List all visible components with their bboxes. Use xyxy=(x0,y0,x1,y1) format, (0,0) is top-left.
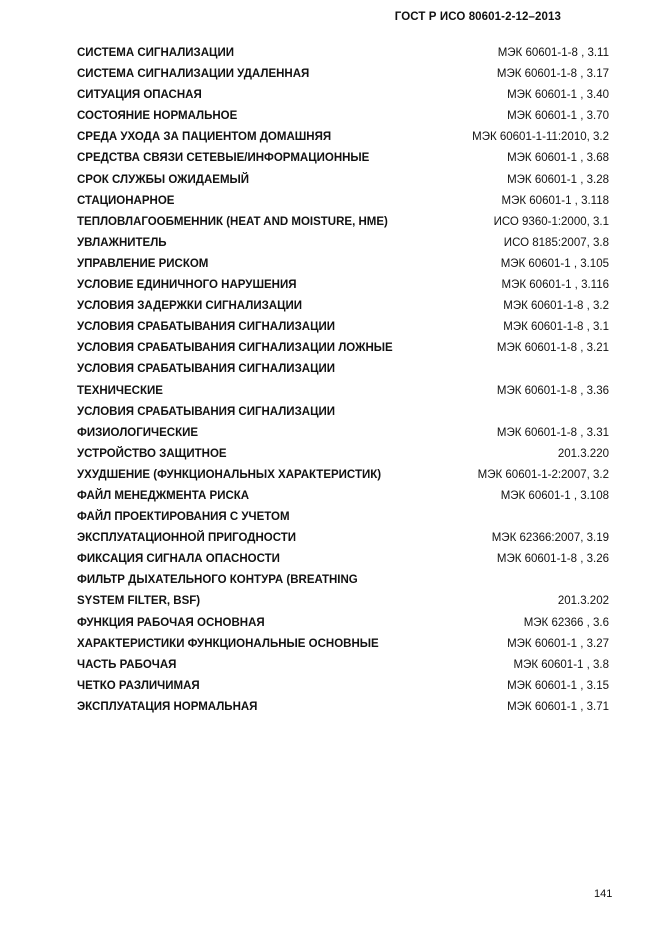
term-reference: МЭК 60601-1-8 , 3.11 xyxy=(497,47,609,59)
term-entry xyxy=(77,507,609,549)
term-reference: МЭК 60601-1-8 , 3.36 xyxy=(496,384,609,397)
term-reference: МЭК 60601-1 , 3.116 xyxy=(501,279,609,292)
term-name: ТЕПЛОВЛАГООБМЕННИК (HEAT AND MOISTURE, HME) xyxy=(77,215,388,228)
term-name: СОСТОЯНИЕ НОРМАЛЬНОЕ xyxy=(77,110,238,123)
term-reference: ИСО 9360-1:2000, 3.1 xyxy=(493,215,609,228)
term-entry xyxy=(77,634,609,655)
term-reference: МЭК 60601-1-2:2007, 3.2 xyxy=(477,468,609,481)
term-name: ФИКСАЦИЯ СИГНАЛА ОПАСНОСТИ xyxy=(77,553,280,566)
term-entry xyxy=(77,317,609,338)
term-name: УСЛОВИЕ ЕДИНИЧНОГО НАРУШЕНИЯ xyxy=(77,279,297,292)
term-name: УСТРОЙСТВО ЗАЩИТНОЕ xyxy=(77,447,227,460)
term-reference: МЭК 60601-1 , 3.108 xyxy=(500,489,609,502)
term-reference: МЭК 60601-1 , 3.27 xyxy=(507,637,609,650)
term-reference: МЭК 60601-1-8 , 3.26 xyxy=(496,553,609,566)
term-reference: МЭК 60601-1 , 3.71 xyxy=(507,700,609,713)
term-reference: МЭК 60601-1-8 , 3.2 xyxy=(503,300,609,313)
term-entry xyxy=(77,549,609,570)
term-reference: МЭК 62366:2007, 3.19 xyxy=(491,532,609,545)
term-entry xyxy=(77,106,609,127)
term-reference: МЭК 60601-1-8 , 3.17 xyxy=(496,68,609,81)
term-entry xyxy=(77,296,609,317)
term-entry xyxy=(77,191,609,212)
term-entry xyxy=(77,486,609,507)
term-entry xyxy=(77,402,609,444)
term-reference: МЭК 62366 , 3.6 xyxy=(523,616,609,629)
term-entry xyxy=(77,655,609,676)
term-entry xyxy=(77,85,609,106)
term-name: УСЛОВИЯ ЗАДЕРЖКИ СИГНАЛИЗАЦИИ xyxy=(77,300,303,313)
term-reference: МЭК 60601-1-11:2010, 3.2 xyxy=(472,131,609,144)
term-entry xyxy=(77,676,609,697)
term-reference: МЭК 60601-1 , 3.118 xyxy=(501,194,609,207)
term-name: ХАРАКТЕРИСТИКИ ФУНКЦИОНАЛЬНЫЕ ОСНОВНЫЕ xyxy=(77,637,379,650)
term-entry xyxy=(77,338,609,359)
term-entry xyxy=(77,697,609,718)
term-name: УХУДШЕНИЕ (ФУНКЦИОНАЛЬНЫХ ХАРАКТЕРИСТИК) xyxy=(77,468,382,481)
term-name: СИСТЕМА СИГНАЛИЗАЦИИ xyxy=(77,47,234,59)
term-name: УСЛОВИЯ СРАБАТЫВАНИЯ СИГНАЛИЗАЦИИ ТЕХНИЧЕСКИЕ xyxy=(77,363,336,397)
term-entry xyxy=(77,359,609,401)
document-header: ГОСТ Р ИСО 80601-2-12–2013 xyxy=(394,11,561,23)
term-entry xyxy=(77,233,609,254)
term-reference: МЭК 60601-1 , 3.40 xyxy=(507,89,609,102)
term-reference: МЭК 60601-1 , 3.70 xyxy=(507,110,609,123)
term-entry xyxy=(77,148,609,169)
term-name: СИТУАЦИЯ ОПАСНАЯ xyxy=(77,89,202,102)
term-reference: МЭК 60601-1 , 3.8 xyxy=(513,658,609,671)
term-name: УСЛОВИЯ СРАБАТЫВАНИЯ СИГНАЛИЗАЦИИ ЛОЖНЫЕ xyxy=(77,342,393,355)
term-name: СРЕДСТВА СВЯЗИ СЕТЕВЫЕ/ИНФОРМАЦИОННЫЕ xyxy=(77,152,370,165)
term-reference: 201.3.220 xyxy=(557,447,609,460)
term-entry xyxy=(77,570,609,612)
term-reference: 201.3.202 xyxy=(557,595,609,608)
term-name: СРОК СЛУЖБЫ ОЖИДАЕМЫЙ xyxy=(77,173,250,186)
term-name: ФАЙЛ ПРОЕКТИРОВАНИЯ С УЧЕТОМ ЭКСПЛУАТАЦИОННОЙ ПРИГОДНОСТИ xyxy=(77,511,297,545)
term-entry xyxy=(77,465,609,486)
term-name: УСЛОВИЯ СРАБАТЫВАНИЯ СИГНАЛИЗАЦИИ xyxy=(77,321,336,334)
term-name: ЧЕТКО РАЗЛИЧИМАЯ xyxy=(77,679,200,692)
page-number: 141 xyxy=(594,888,613,900)
term-name: СРЕДА УХОДА ЗА ПАЦИЕНТОМ ДОМАШНЯЯ xyxy=(77,131,332,144)
term-list xyxy=(77,43,609,718)
term-reference: МЭК 60601-1 , 3.15 xyxy=(507,679,609,692)
term-reference: МЭК 60601-1 , 3.105 xyxy=(500,257,609,270)
term-reference: МЭК 60601-1-8 , 3.31 xyxy=(496,426,609,439)
term-entry xyxy=(77,275,609,296)
term-name: УСЛОВИЯ СРАБАТЫВАНИЯ СИГНАЛИЗАЦИИ ФИЗИОЛОГИЧЕСКИЕ xyxy=(77,405,336,439)
term-reference: МЭК 60601-1-8 , 3.1 xyxy=(503,321,609,334)
term-name: ЧАСТЬ РАБОЧАЯ xyxy=(77,658,177,671)
term-name: ФУНКЦИЯ РАБОЧАЯ ОСНОВНАЯ xyxy=(77,616,265,629)
term-entry xyxy=(77,444,609,465)
term-entry xyxy=(77,43,609,64)
term-name: ФАЙЛ МЕНЕДЖМЕНТА РИСКА xyxy=(77,489,250,502)
term-entry xyxy=(77,254,609,275)
term-name: ЭКСПЛУАТАЦИЯ НОРМАЛЬНАЯ xyxy=(77,700,258,713)
term-entry xyxy=(77,170,609,191)
term-name: ФИЛЬТР ДЫХАТЕЛЬНОГО КОНТУРА (BREATHING SYSTEM FILTER, BSF) xyxy=(77,574,358,608)
term-name: УВЛАЖНИТЕЛЬ xyxy=(77,236,167,249)
term-entry xyxy=(77,64,609,85)
term-entry xyxy=(77,212,609,233)
term-reference: ИСО 8185:2007, 3.8 xyxy=(503,236,609,249)
term-reference: МЭК 60601-1 , 3.28 xyxy=(507,173,609,186)
term-name: СТАЦИОНАРНОЕ xyxy=(77,194,175,207)
term-name: УПРАВЛЕНИЕ РИСКОМ xyxy=(77,257,209,270)
term-reference: МЭК 60601-1 , 3.68 xyxy=(507,152,609,165)
term-entry xyxy=(77,613,609,634)
term-entry xyxy=(77,127,609,148)
term-reference: МЭК 60601-1-8 , 3.21 xyxy=(496,342,609,355)
term-name: СИСТЕМА СИГНАЛИЗАЦИИ УДАЛЕННАЯ xyxy=(77,68,310,81)
